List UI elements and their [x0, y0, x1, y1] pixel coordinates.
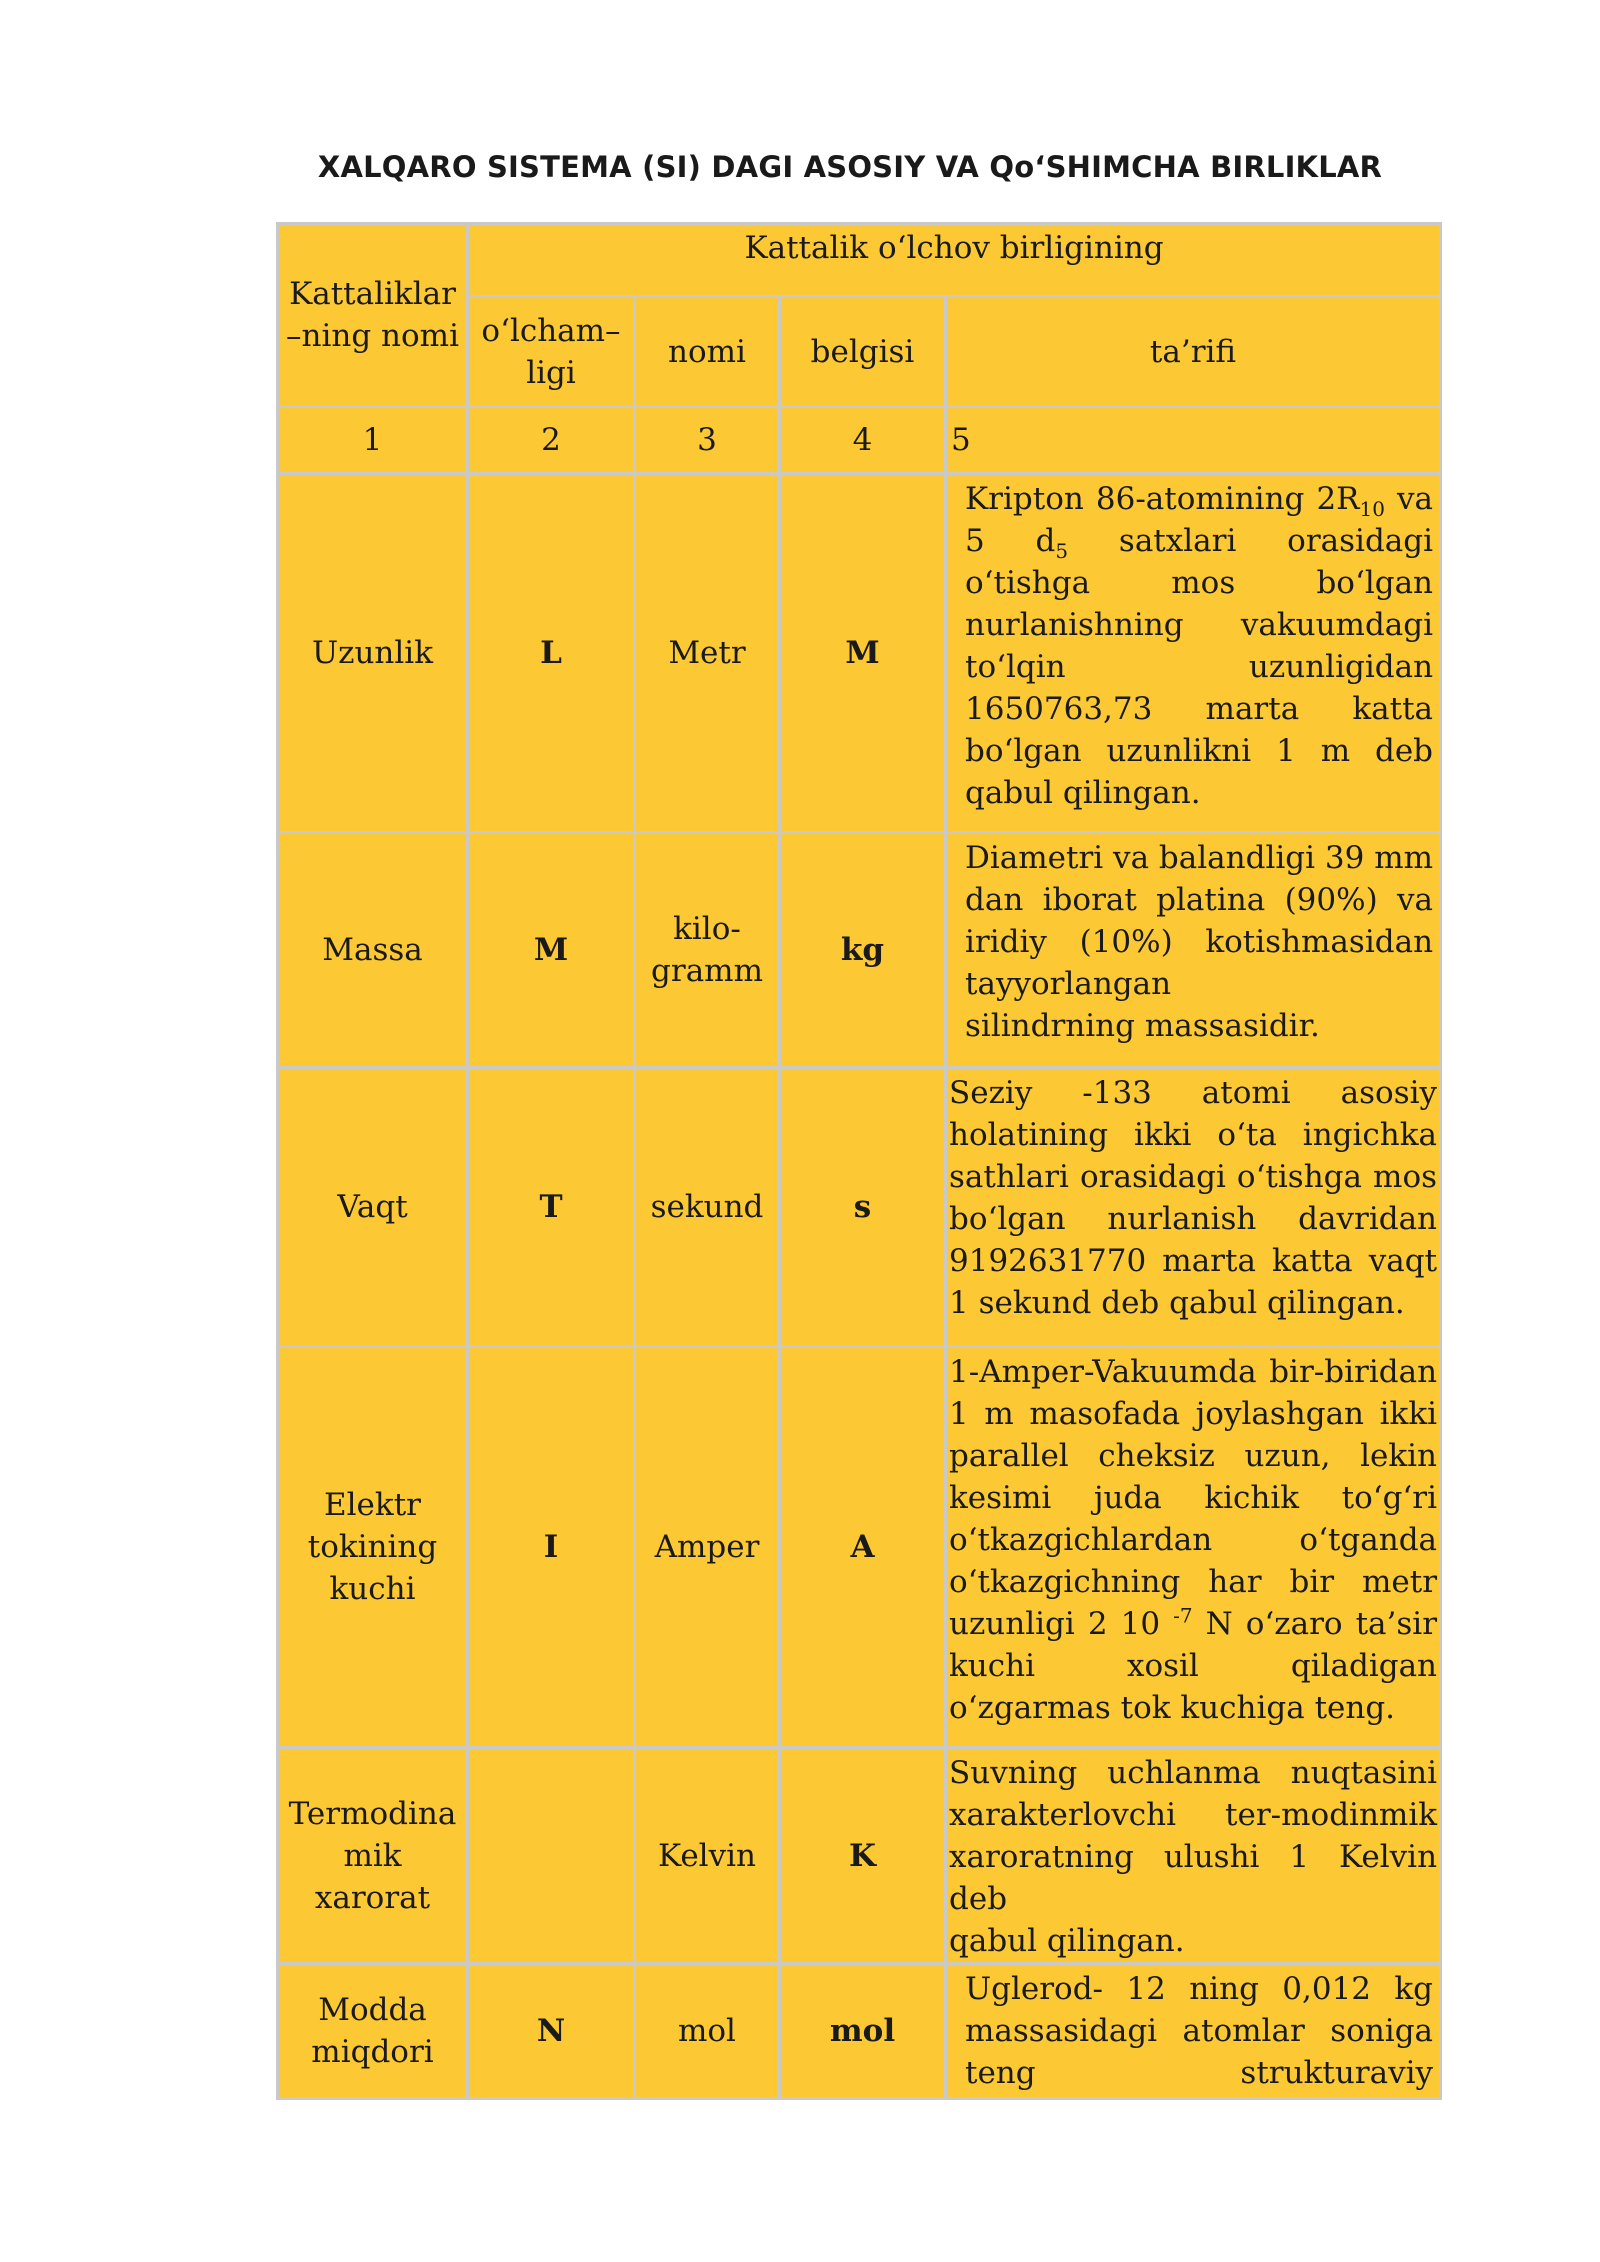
- dimension-cell: M: [469, 834, 633, 1066]
- unit-symbol-cell: A: [781, 1348, 944, 1746]
- header-dimension: o‘lcham– ligi: [469, 298, 633, 405]
- header-quantity-name: Kattaliklar –ning nomi: [279, 225, 466, 405]
- unit-symbol-cell: K: [781, 1749, 944, 1962]
- unit-name-cell: kilo- gramm: [636, 834, 778, 1066]
- header-symbol: belgisi: [781, 298, 944, 405]
- table-row: [279, 1069, 1439, 1345]
- table-row: [279, 1749, 1439, 1962]
- column-number: 3: [636, 408, 778, 472]
- definition-cell: Seziy -133 atomi asosiy holatining ikki o‘ta ingichka sathlari orasidagi o‘tishga mos bo‘lgan nurlanish davridan 9192631770 marta katta vaqt 1 sekund deb qabul qilingan.: [947, 1069, 1439, 1345]
- unit-name-cell: Kelvin: [636, 1749, 778, 1962]
- quantity-cell: Termodina mik xarorat: [279, 1749, 466, 1962]
- table-row: [279, 475, 1439, 831]
- definition-cell: Kripton 86-atomining $2R_{10}$ va 5 $d_5$ satxlari orasidagi o‘tishga mos bo‘lgan nurlanishning vakuumdagi to‘lqin uzunligidan 1650763,73 marta katta bo‘lgan uzunlikni 1 m deb qabul qilingan.: [947, 475, 1439, 831]
- unit-symbol-cell: kg: [781, 834, 944, 1066]
- dimension-cell: [469, 1749, 633, 1962]
- dimension-cell: N: [469, 1965, 633, 2097]
- column-number: 1: [279, 408, 466, 472]
- header-name: nomi: [636, 298, 778, 405]
- table-row: [279, 1965, 1439, 2097]
- unit-name-cell: mol: [636, 1965, 778, 2097]
- definition-cell: Diametri va balandligi 39 mm dan iborat platina (90%) va iridiy (10%) kotishmasidan tayyorlangan silindrning massasidir.: [947, 834, 1439, 1066]
- quantity-cell: Elektr tokining kuchi: [279, 1348, 466, 1746]
- table-row: [279, 834, 1439, 1066]
- header-definition: ta’rifi: [947, 298, 1439, 405]
- definition-cell: 1-Amper-Vakuumda bir-biridan 1 m masofada joylashgan ikki parallel cheksiz uzun, lekin kesimi juda kichik to‘g‘ri o‘tkazgichlardan o‘tganda o‘tkazgichning har bir metr uzunligi 2 10 $^{-7}$ N o‘zaro ta’sir kuchi xosil qiladigan o‘zgarmas tok kuchiga teng.: [947, 1348, 1439, 1746]
- dimension-cell: I: [469, 1348, 633, 1746]
- table-row: [279, 1348, 1439, 1746]
- unit-name-cell: Metr: [636, 475, 778, 831]
- definition-cell: Uglerod- 12 ning 0,012 kg massasidagi atomlar soniga teng strukturaviy: [947, 1965, 1439, 2097]
- header-unit-group: Kattalik o‘lchov birligining: [469, 225, 1439, 295]
- quantity-cell: Uzunlik: [279, 475, 466, 831]
- quantity-cell: Vaqt: [279, 1069, 466, 1345]
- unit-symbol-cell: s: [781, 1069, 944, 1345]
- unit-symbol-cell: mol: [781, 1965, 944, 2097]
- unit-symbol-cell: M: [781, 475, 944, 831]
- si-units-table: [276, 222, 1442, 2100]
- unit-name-cell: sekund: [636, 1069, 778, 1345]
- definition-cell: Suvning uchlanma nuqtasini xarakterlovchi ter-modinmik xaroratning ulushi 1 Kelvin deb qabul qilingan.: [947, 1749, 1439, 1962]
- column-number: 5: [947, 408, 1439, 472]
- column-number: 4: [781, 408, 944, 472]
- column-number: 2: [469, 408, 633, 472]
- dimension-cell: T: [469, 1069, 633, 1345]
- page-title: XALQARO SISTEMA (SI) DAGI ASOSIY VA Qo‘SHIMCHA BIRLIKLAR: [317, 150, 1383, 184]
- quantity-cell: Modda miqdori: [279, 1965, 466, 2097]
- quantity-cell: Massa: [279, 834, 466, 1066]
- dimension-cell: L: [469, 475, 633, 831]
- unit-name-cell: Amper: [636, 1348, 778, 1746]
